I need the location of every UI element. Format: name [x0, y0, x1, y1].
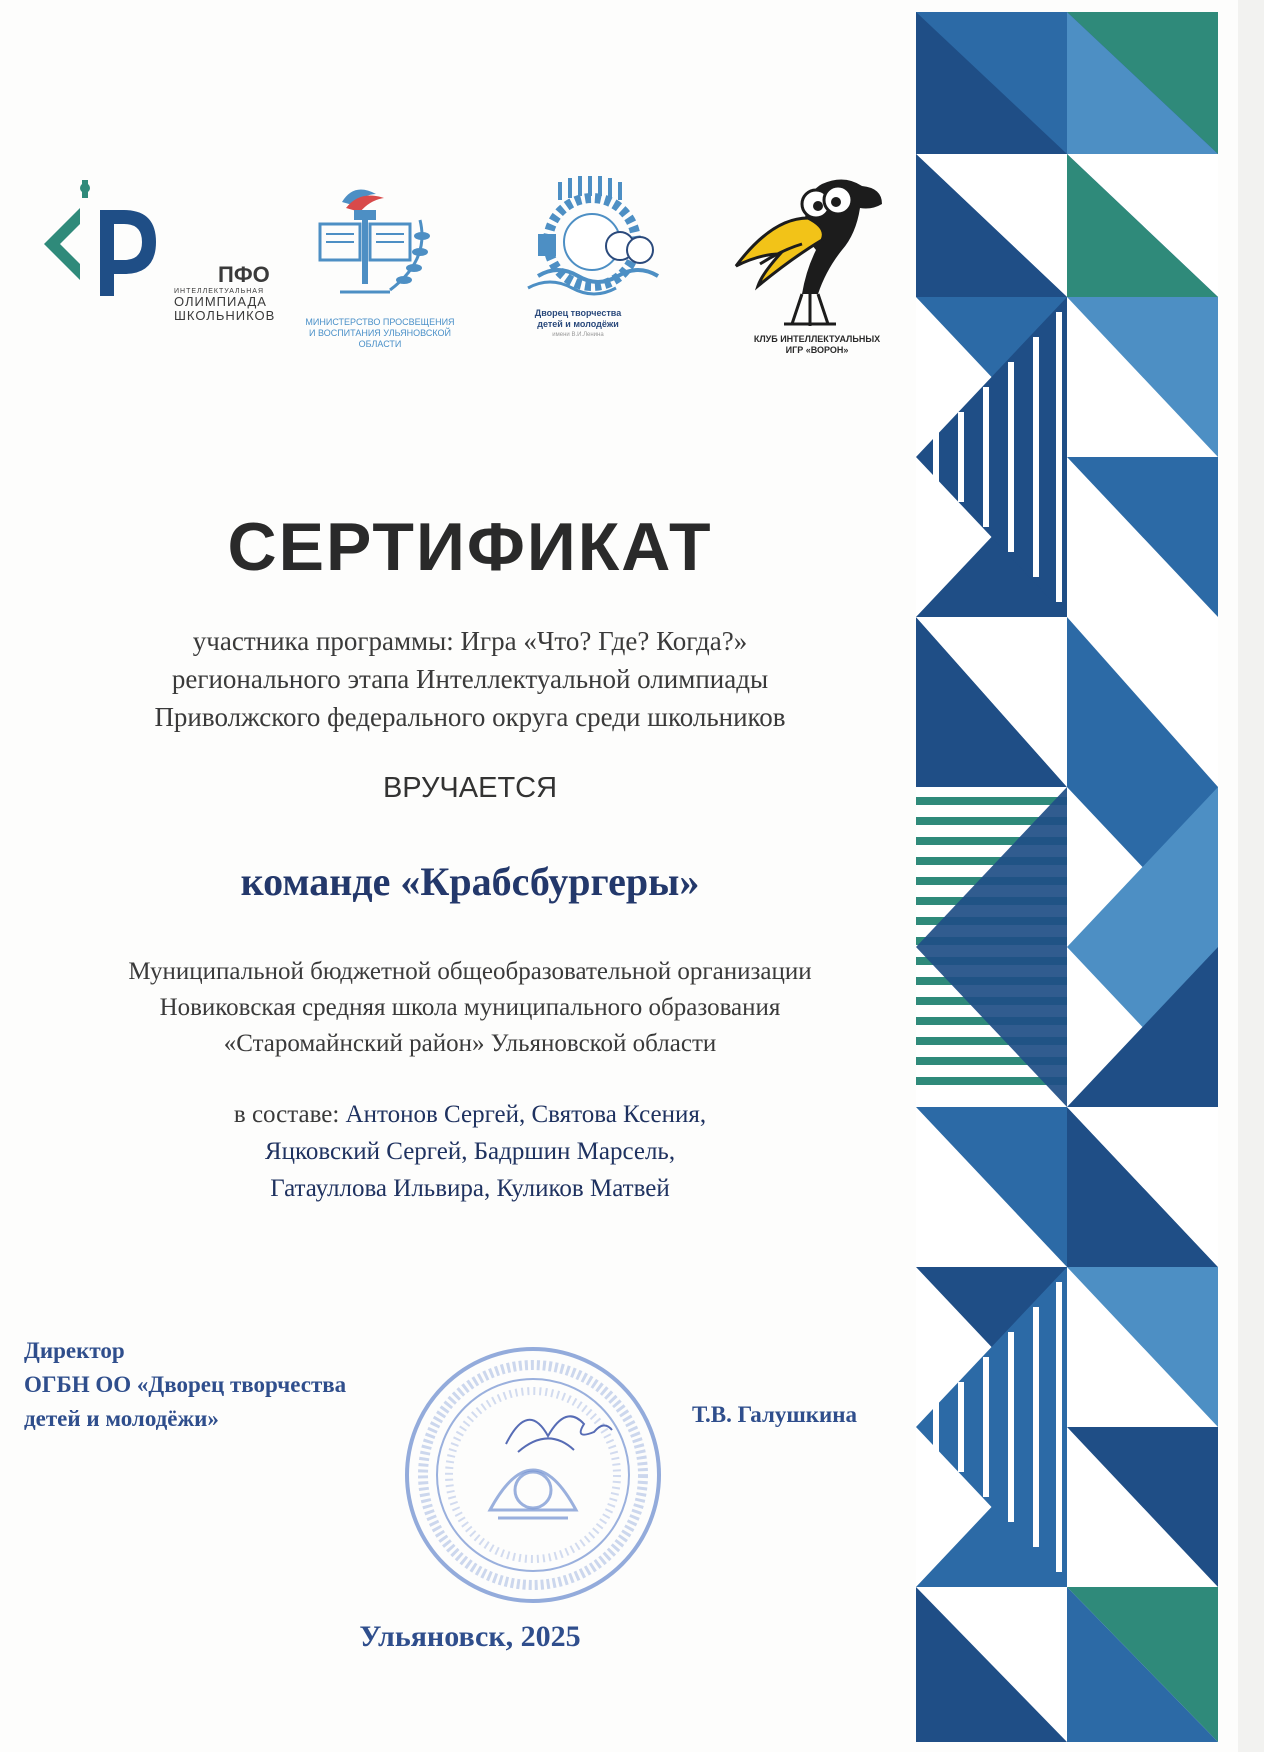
pfo-label-line2: ШКОЛЬНИКОВ [174, 308, 276, 323]
members-line-3: Гатауллова Ильвира, Куликов Матвей [270, 1175, 670, 1202]
page-edge [1238, 0, 1264, 1752]
crow-mascot-icon [732, 174, 902, 334]
team-name: команде «Крабсбургеры» [240, 859, 700, 904]
palace-emblem-icon [508, 176, 688, 306]
organization-line-2: Новиковская средняя школа муниципального образования [159, 994, 781, 1021]
palace-caption-line1: Дворец творчества [534, 308, 622, 318]
voron-caption [732, 334, 902, 356]
members-line-1 [0, 1096, 940, 1133]
signer-role-line-3: детей и молодёжи» [24, 1406, 219, 1431]
geometric-decoration [916, 12, 1218, 1742]
organization-line-1: Муниципальной бюджетной общеобразовательной организации [128, 958, 812, 985]
ministry-caption-line2: И ВОСПИТАНИЯ УЛЬЯНОВСКОЙ [309, 328, 451, 338]
voron-caption-line1: КЛУБ ИНТЕЛЛЕКТУАЛЬНЫХ [753, 334, 881, 344]
pfo-small-label: ИНТЕЛЛЕКТУАЛЬНАЯ [174, 288, 265, 295]
ministry-caption-line3: ОБЛАСТИ [358, 339, 402, 349]
program-line-1: участника программы: Игра «Что? Где? Когда?» [192, 626, 748, 656]
torch-book-icon [280, 180, 480, 315]
program-line-3: Приволжского федерального округа среди школьников [154, 702, 786, 732]
palace-caption-line2: детей и молодёжи [537, 319, 619, 329]
signer-role-line-2: ОГБН ОО «Дворец творчества [24, 1372, 347, 1397]
team-members [0, 1096, 940, 1207]
voron-caption-line2: ИГР «ВОРОН» [785, 345, 849, 355]
palace-caption-sub: имени В.И.Ленина [552, 332, 604, 338]
certificate-title: СЕРТИФИКАТ [227, 509, 713, 585]
program-line-2: регионального этапа Интеллектуальной олимпиады [171, 664, 769, 694]
organization-line-3: «Старомайнский район» Ульяновской области [223, 1030, 717, 1057]
pfo-abbreviation: ПФО [218, 262, 270, 287]
program-description [0, 622, 940, 736]
ministry-caption [280, 317, 480, 350]
members-prefix: в составе: [233, 1101, 346, 1128]
voron-club-logo [732, 174, 902, 384]
ministry-logo [280, 180, 480, 380]
awarded-heading: ВРУЧАЕТСЯ [382, 772, 558, 804]
city-year: Ульяновск, 2025 [359, 1620, 581, 1653]
pfo-olympiad-logo [44, 180, 276, 330]
palace-logo [508, 176, 688, 356]
members-names-1: Антонов Сергей, Святова Ксения, [345, 1101, 707, 1128]
pfo-emblem-icon [44, 180, 174, 330]
organization [0, 954, 940, 1062]
palace-caption [508, 308, 648, 341]
members-line-2: Яцковский Сергей, Бадршин Марсель, [264, 1138, 676, 1165]
signer-role-line-1: Директор [24, 1338, 125, 1363]
signer-name: Т.В. Галушкина [692, 1402, 858, 1427]
pfo-label-line1: ОЛИМПИАДА [174, 294, 267, 309]
ministry-caption-line1: МИНИСТЕРСТВО ПРОСВЕЩЕНИЯ [305, 317, 455, 327]
official-stamp-icon [398, 1340, 668, 1610]
